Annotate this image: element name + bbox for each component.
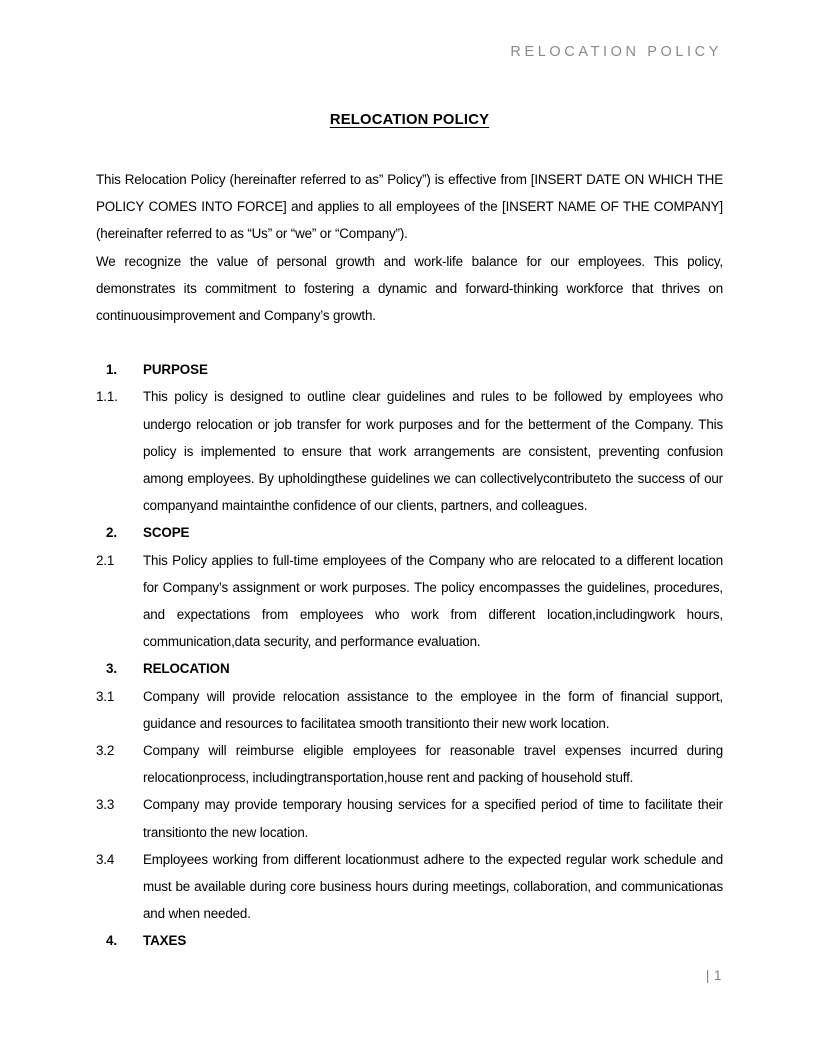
section-number: 2. <box>106 525 117 541</box>
clause-1-1 <box>96 383 723 519</box>
clause-3-2 <box>96 737 723 791</box>
clause-3-4 <box>96 846 723 928</box>
clause-text: Company may provide temporary housing services for a specified period of time to facilitate their transitionto the new location. <box>143 797 723 840</box>
section-title: PURPOSE <box>143 362 208 378</box>
clause-text: Company will provide relocation assistance to the employee in the form of financial support, guidance and resources to facilitatea smooth transitionto their new work location. <box>143 688 723 731</box>
intro-paragraph-2: We recognize the value of personal growth and work-life balance for our employees. This policy, demonstrates its commitment to fostering a dynamic and forward-thinking workforce that thrives on continuousimprovement and Company’s growth. <box>96 253 723 324</box>
page-title: RELOCATION POLICY <box>329 112 490 128</box>
running-header: RELOCATION POLICY <box>510 44 722 60</box>
section-spacer <box>96 329 723 356</box>
section-number: 1. <box>106 362 117 378</box>
section-title: SCOPE <box>143 525 190 541</box>
section-number: 4. <box>106 933 117 949</box>
clause-text: This Policy applies to full-time employees of the Company who are relocated to a different location for Company’s assignment or work purposes. The policy encompasses the guidelines, procedures, and expectations from employees who work from different location,includingwork hours, communication,data security, and performance evaluation. <box>143 552 723 650</box>
intro-paragraph-1: This Relocation Policy (hereinafter referred to as” Policy”) is effective from [INSERT DATE ON WHICH THE POLICY COMES INTO FORCE] and applies to all employees of the [INSERT NAME OF THE COMPANY] (hereinafter referred to as “Us” or “we” or “Company”). <box>96 172 723 242</box>
clause-text: This policy is designed to outline clear guidelines and rules to be followed by employees who undergo relocation or job transfer for work purposes and for the betterment of the Company. This policy is implemented to ensure that work arrangements are consistent, preventing confusion among employees. By upholdingthese guidelines we can collectivelycontributeto the success of our companyand maintainthe confidence of our clients, partners, and colleagues. <box>143 389 723 514</box>
section-title: RELOCATION <box>143 661 230 677</box>
clause-number: 3.2 <box>96 743 115 759</box>
clause-text: Employees working from different locationmust adhere to the expected regular work schedule and must be available during core business hours during meetings, collaboration, and communicationas and when needed. <box>143 851 723 922</box>
clause-number: 1.1. <box>96 389 118 405</box>
document-body <box>96 112 723 955</box>
clause-number: 3.1 <box>96 688 115 704</box>
clause-3-1 <box>96 683 723 737</box>
section-number: 3. <box>106 661 117 677</box>
section-title: TAXES <box>143 933 187 949</box>
clause-number: 2.1 <box>96 552 115 568</box>
section-heading-1 <box>96 356 723 383</box>
page-footer: | 1 <box>705 968 722 983</box>
clause-text: Company will reimburse eligible employees for reasonable travel expenses incurred during relocationprocess, includingtransportation,house rent and packing of household stuff. <box>143 743 723 786</box>
section-heading-2 <box>96 519 723 546</box>
clause-number: 3.4 <box>96 851 115 867</box>
clause-2-1 <box>96 547 723 656</box>
clause-number: 3.3 <box>96 797 115 813</box>
clause-3-3 <box>96 791 723 845</box>
section-heading-3 <box>96 655 723 682</box>
section-heading-4 <box>96 927 723 954</box>
